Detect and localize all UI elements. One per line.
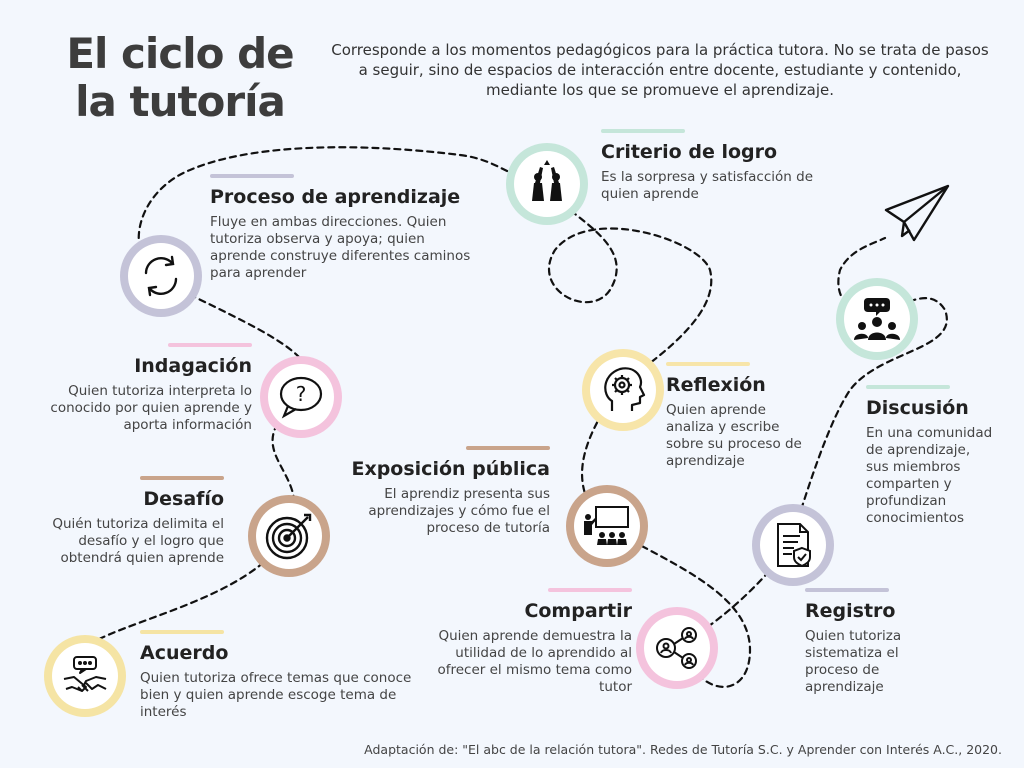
stage-title: Registro — [805, 600, 896, 622]
reflexion-node — [590, 357, 656, 423]
registro-node — [760, 512, 826, 578]
accent-bar — [140, 630, 224, 634]
accent-bar — [466, 446, 550, 450]
stage-description: Quien tutoriza ofrece temas que conoce bien y quien aprende escoge tema de interés — [140, 670, 412, 720]
stage-title: Discusión — [866, 397, 969, 419]
stage-desafio — [20, 476, 224, 567]
stage-title: Reflexión — [666, 374, 766, 396]
accent-bar — [601, 129, 685, 133]
stage-indagacion — [20, 343, 252, 434]
head-gear-icon — [590, 357, 656, 423]
accent-bar — [666, 362, 750, 366]
stage-title: Exposición pública — [351, 458, 550, 480]
svg-text:?: ? — [295, 382, 307, 406]
target-icon — [256, 503, 322, 569]
accent-bar — [210, 174, 294, 178]
stage-title: Desafío — [143, 488, 224, 510]
paper-plane-icon — [886, 186, 948, 240]
stage-registro — [805, 588, 935, 696]
page-title: El ciclo de la tutoría — [66, 29, 294, 126]
stage-description: Fluye en ambas direcciones. Quien tutoriza observa y apoya; quien aprende construye diferentes caminos para aprender — [210, 214, 471, 281]
stage-description: Quien tutoriza interpreta lo conocido por quien aprende y aporta información — [50, 383, 252, 433]
stage-description: Es la sorpresa y satisfacción de quien aprende — [601, 169, 814, 202]
stage-title: Acuerdo — [140, 642, 229, 664]
presentation-icon — [574, 493, 640, 559]
high-five-icon — [514, 151, 580, 217]
stage-discusion — [866, 385, 996, 527]
stage-title: Criterio de logro — [601, 141, 778, 163]
desafio-node — [256, 503, 322, 569]
accent-bar — [140, 476, 224, 480]
stage-compartir — [410, 588, 632, 696]
document-shield-icon — [760, 512, 826, 578]
page-subtitle: Corresponde a los momentos pedagógicos para la práctica tutora. No se trata de pasos a seguir, sino de espacios de interacción entre docente, estudiante y contenido, mediante los que se promueve el aprendizaje. — [331, 41, 989, 99]
accent-bar — [805, 588, 889, 592]
stage-title: Compartir — [524, 600, 632, 622]
stage-criterio — [601, 129, 841, 203]
question-bubble-icon — [268, 364, 334, 430]
stage-title: Indagación — [134, 355, 252, 377]
stage-description: Quién tutoriza delimita el desafío y el logro que obtendrá quien aprende — [52, 516, 224, 566]
stage-acuerdo — [140, 630, 420, 721]
accent-bar — [866, 385, 950, 389]
exposicion-node — [574, 493, 640, 559]
stage-description: En una comunidad de aprendizaje, sus miembros comparten y profundizan conocimientos — [866, 425, 993, 526]
stage-description: Quien aprende analiza y escribe sobre su proceso de aprendizaje — [666, 402, 802, 469]
acuerdo-node — [52, 643, 118, 709]
accent-bar — [168, 343, 252, 347]
indagacion-node — [268, 364, 334, 430]
cycle-arrows-icon — [128, 243, 194, 309]
source-footer: Adaptación de: "El abc de la relación tutora". Redes de Tutoría S.C. y Aprender con Interés A.C., 2020. — [364, 742, 1002, 757]
stage-title: Proceso de aprendizaje — [210, 186, 461, 208]
accent-bar — [548, 588, 632, 592]
discusion-node — [844, 286, 910, 352]
stage-description: Quien tutoriza sistematiza el proceso de aprendizaje — [805, 628, 902, 695]
stage-description: El aprendiz presenta sus aprendizajes y cómo fue el proceso de tutoría — [368, 486, 550, 536]
stage-description: Quien aprende demuestra la utilidad de lo aprendido al ofrecer el mismo tema como tutor — [437, 628, 632, 695]
stage-reflexion — [666, 362, 806, 470]
stage-proceso — [210, 174, 480, 282]
stage-exposicion — [340, 446, 550, 537]
group-discussion-icon — [844, 286, 910, 352]
handshake-icon — [52, 643, 118, 709]
proceso-node — [128, 243, 194, 309]
criterio-node — [514, 151, 580, 217]
compartir-node — [644, 615, 710, 681]
network-people-icon — [644, 615, 710, 681]
